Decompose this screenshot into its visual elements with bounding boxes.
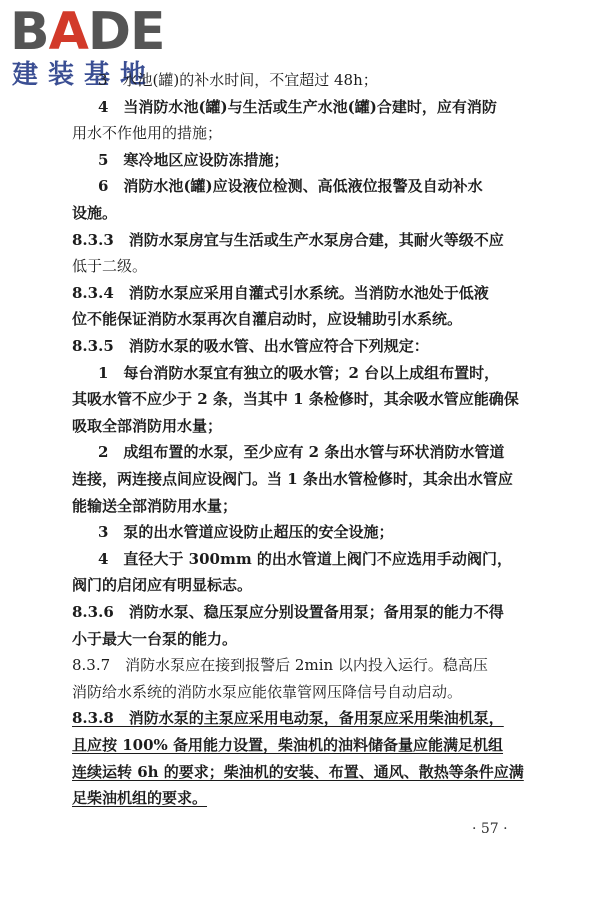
logo-subtitle: 建装基地 bbox=[12, 60, 157, 90]
text-line: 3 水池(罐)的补水时间，不宜超过 48h； bbox=[98, 71, 378, 89]
clause-8-3-8: 8.3.8 消防水泵的主泵应采用电动泵，备用泵应采用柴油机泵， bbox=[72, 709, 504, 728]
text-line: 小于最大一台泵的能力。 bbox=[72, 629, 238, 648]
text-line: 2 成组布置的水泵，至少应有 2 条出水管与环状消防水管道 bbox=[98, 443, 505, 462]
text-line: 位不能保证消防水泵再次自灌启动时，应设辅助引水系统。 bbox=[72, 310, 463, 329]
text-line: 1 每台消防水泵宜有独立的吸水管；2 台以上成组布置时， bbox=[98, 363, 500, 382]
text-line: 5 寒冷地区应设防冻措施； bbox=[98, 150, 289, 169]
text-line: 连接，两连接点间应设阀门。当 1 条出水管检修时，其余出水管应 bbox=[72, 470, 513, 488]
text-line: 低于二级。 bbox=[72, 257, 148, 276]
page-number: · 57 · bbox=[472, 820, 508, 837]
text-line: 4 直径大于 300mm 的出水管道上阀门不应选用手动阀门， bbox=[98, 549, 512, 568]
text-line: 阀门的启闭应有明显标志。 bbox=[72, 576, 253, 595]
clause-8-3-4: 8.3.4 消防水泵应采用自灌式引水系统。当消防水池处于低液 bbox=[72, 283, 489, 302]
text-line: 能输送全部消防用水量； bbox=[72, 496, 238, 515]
text-line: 连续运转 6h 的要求；柴油机的安装、布置、通风、散热等条件应满 bbox=[72, 762, 524, 781]
text-line: 其吸水管不应少于 2 条，当其中 1 条检修时，其余吸水管应能确保 bbox=[72, 390, 519, 409]
clause-8-3-6: 8.3.6 消防水泵、稳压泵应分别设置备用泵；备用泵的能力不得 bbox=[72, 603, 504, 621]
text-line: 消防给水系统的消防水泵应能依靠管网压降信号自动启动。 bbox=[72, 682, 463, 701]
logo-text: BADE bbox=[10, 2, 165, 62]
text-line: 6 消防水池(罐)应设液位检测、高低液位报警及自动补水 bbox=[98, 177, 483, 196]
text-line: 3 泵的出水管道应设防止超压的安全设施； bbox=[98, 523, 394, 542]
text-line: 吸取全部消防用水量； bbox=[72, 416, 223, 435]
text-line: 用水不作他用的措施； bbox=[72, 124, 223, 143]
clause-8-3-5: 8.3.5 消防水泵的吸水管、出水管应符合下列规定： bbox=[72, 337, 429, 355]
text-line: 且应按 100% 备用能力设置，柴油机的油料储备量应能满足机组 bbox=[72, 736, 504, 754]
clause-8-3-3: 8.3.3 消防水泵房宜与生活或生产水泵房合建，其耐火等级不应 bbox=[72, 230, 504, 249]
text-line: 4 当消防水池(罐)与生活或生产水池(罐)合建时，应有消防 bbox=[98, 97, 497, 116]
text-line: 足柴油机组的要求。 bbox=[72, 789, 208, 808]
clause-8-3-7: 8.3.7 消防水泵应在接到报警后 2min 以内投入运行。稳高压 bbox=[72, 656, 488, 675]
text-line: 设施。 bbox=[72, 204, 118, 222]
